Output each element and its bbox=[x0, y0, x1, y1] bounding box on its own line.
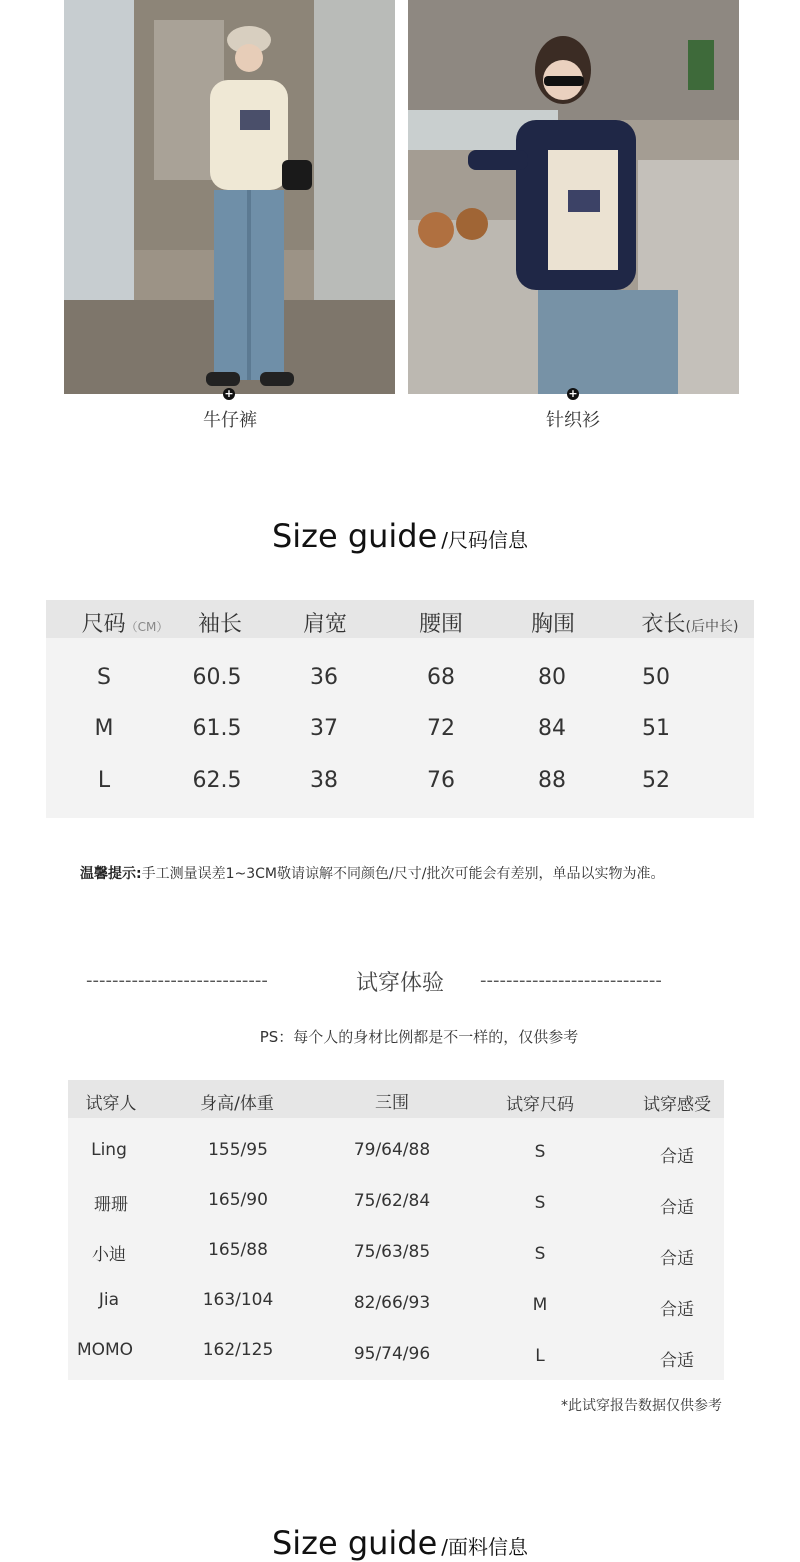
tip-label: 温馨提示: bbox=[80, 866, 142, 882]
header-feeling: 试穿感受 bbox=[643, 1095, 711, 1115]
header-length-note: (后中长) bbox=[685, 619, 739, 635]
product-caption-jeans[interactable]: 牛仔裤 bbox=[203, 410, 257, 431]
size-row-m-size: M bbox=[94, 716, 114, 741]
header-measurements: 三围 bbox=[375, 1093, 409, 1113]
try-row-5-feel: 合适 bbox=[660, 1351, 694, 1371]
size-row-m-waist: 72 bbox=[427, 716, 455, 741]
size-row-l-shoulder: 38 bbox=[310, 768, 338, 793]
header-length-label: 衣长 bbox=[641, 612, 686, 637]
header-height-weight: 身高/体重 bbox=[200, 1094, 274, 1114]
try-row-4-feel: 合适 bbox=[660, 1300, 694, 1320]
try-on-report-note: *此试穿报告数据仅供参考 bbox=[561, 1398, 722, 1414]
size-row-s-waist: 68 bbox=[427, 665, 455, 690]
measurement-tip bbox=[80, 863, 664, 883]
try-row-2-person: 珊珊 bbox=[94, 1195, 128, 1215]
try-row-3-hw: 165/88 bbox=[208, 1240, 268, 1260]
header-chest: 胸围 bbox=[530, 612, 576, 637]
try-row-2-measure: 75/62/84 bbox=[353, 1191, 431, 1211]
try-row-5-person: MOMO bbox=[76, 1340, 134, 1360]
try-row-4-size: M bbox=[532, 1295, 548, 1315]
try-row-3-size: S bbox=[534, 1244, 546, 1264]
header-shoulder: 肩宽 bbox=[302, 612, 348, 637]
size-row-s-shoulder: 36 bbox=[310, 665, 338, 690]
size-row-s-length: 50 bbox=[642, 665, 670, 690]
try-on-ps: PS：每个人的身材比例都是不一样的，仅供参考 bbox=[259, 1028, 579, 1046]
product-photo-jeans bbox=[64, 0, 395, 394]
header-waist: 腰围 bbox=[418, 612, 464, 637]
try-row-2-hw: 165/90 bbox=[208, 1190, 268, 1210]
size-row-s-sleeve: 60.5 bbox=[192, 665, 242, 690]
try-row-4-hw: 163/104 bbox=[202, 1290, 274, 1310]
product-caption-cardigan[interactable]: 针织衫 bbox=[546, 410, 600, 431]
try-row-2-size: S bbox=[534, 1193, 546, 1213]
header-length bbox=[642, 607, 739, 638]
size-row-s-size: S bbox=[97, 665, 111, 690]
plus-icon[interactable]: + bbox=[568, 387, 578, 400]
divider-left: ---------------------------- bbox=[86, 970, 268, 991]
try-row-5-measure: 95/74/96 bbox=[353, 1344, 431, 1364]
try-row-3-feel: 合适 bbox=[660, 1249, 694, 1269]
try-row-2-feel: 合适 bbox=[660, 1198, 694, 1218]
divider-right: ---------------------------- bbox=[480, 970, 662, 991]
try-row-1-measure: 79/64/88 bbox=[353, 1140, 431, 1160]
size-guide-title: Size guide bbox=[271, 517, 438, 555]
try-on-table bbox=[68, 1080, 724, 1380]
size-guide-heading bbox=[0, 517, 800, 555]
try-row-1-feel: 合适 bbox=[660, 1147, 694, 1167]
try-row-5-size: L bbox=[535, 1346, 545, 1366]
size-row-m-chest: 84 bbox=[538, 716, 566, 741]
try-row-1-size: S bbox=[534, 1142, 546, 1162]
try-row-4-measure: 82/66/93 bbox=[353, 1293, 431, 1313]
size-guide-2-title: Size guide bbox=[271, 1524, 438, 1562]
header-person: 试穿人 bbox=[85, 1094, 137, 1114]
size-row-l-chest: 88 bbox=[538, 768, 566, 793]
try-row-3-measure: 75/63/85 bbox=[353, 1242, 431, 1262]
size-row-m-length: 51 bbox=[642, 716, 670, 741]
tip-text: 手工测量误差1~3CM敬请谅解不同颜色/尺寸/批次可能会有差别，单品以实物为准。 bbox=[141, 866, 665, 882]
plus-icon[interactable]: + bbox=[224, 387, 234, 400]
header-try-size: 试穿尺码 bbox=[506, 1095, 574, 1115]
try-row-4-person: Jia bbox=[98, 1290, 120, 1310]
header-sleeve: 袖长 bbox=[197, 612, 243, 637]
size-row-l-size: L bbox=[97, 768, 111, 793]
size-row-l-sleeve: 62.5 bbox=[192, 768, 242, 793]
header-size-label: 尺码 bbox=[81, 612, 126, 637]
size-row-l-waist: 76 bbox=[427, 768, 455, 793]
product-photo-cardigan bbox=[408, 0, 739, 394]
header-size bbox=[82, 607, 169, 638]
size-guide-heading-2 bbox=[0, 1524, 800, 1562]
try-row-5-hw: 162/125 bbox=[202, 1340, 274, 1360]
size-guide-subtitle: /尺码信息 bbox=[441, 528, 529, 552]
size-guide-2-subtitle: /面料信息 bbox=[441, 1535, 529, 1559]
try-row-1-hw: 155/95 bbox=[208, 1140, 268, 1160]
try-row-1-person: Ling bbox=[91, 1140, 127, 1160]
size-row-s-chest: 80 bbox=[538, 665, 566, 690]
size-row-m-sleeve: 61.5 bbox=[192, 716, 242, 741]
header-size-unit: （CM） bbox=[125, 620, 169, 634]
size-row-l-length: 52 bbox=[642, 768, 670, 793]
size-row-m-shoulder: 37 bbox=[310, 716, 338, 741]
try-on-title: 试穿体验 bbox=[355, 971, 444, 996]
size-table bbox=[46, 600, 754, 818]
try-row-3-person: 小迪 bbox=[92, 1245, 126, 1265]
